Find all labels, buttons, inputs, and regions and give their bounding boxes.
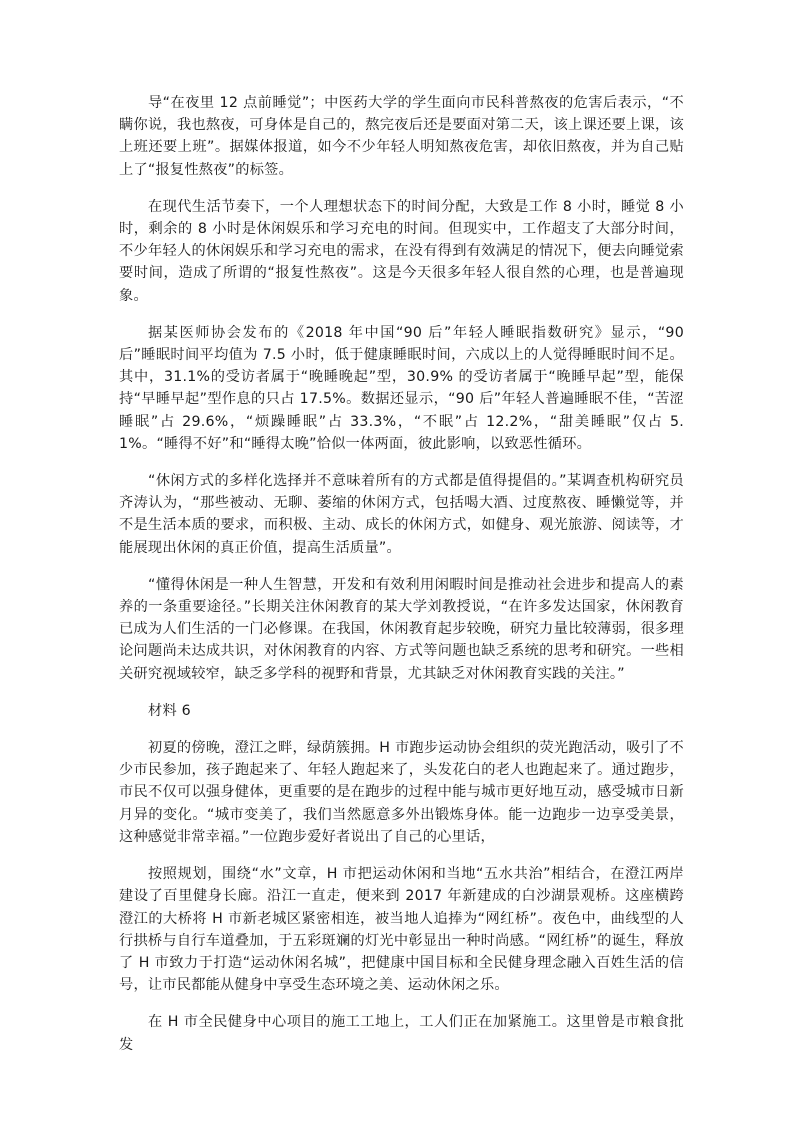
paragraph-fluorescent-run: 初夏的傍晚，澄江之畔，绿荫簇拥。H 市跑步运动协会组织的荧光跑活动，吸引了不少市民参加，孩子跑起来了、年轻人跑起来了，头发花白的老人也跑起来了。通过跑步，市民不仅可以强身健体，更重要的是在跑步的过程中能与城市更好地互动，感受城市日新月异的变化。“城市变美了，我们当然愿意多外出锻炼身体。能一边跑步一边享受美景，这种感觉非常幸福。”一位跑步爱好者说出了自己的心里话， <box>119 740 684 845</box>
paragraph-staying-up-late-intro: 导“在夜里 12 点前睡觉”；中医药大学的学生面向市民科普熬夜的危害后表示，“不瞒你说，我也熬夜，可身体是自己的，熬完夜后还是要面对第二天，该上课还要上课，该上班还要上班”。据媒体报道，如今不少年轻人明知熬夜危害，却依旧熬夜，并为自己贴上了“报复性熬夜”的标签。 <box>119 95 684 178</box>
paragraph-leisure-education-quote: “懂得休闲是一种人生智慧，开发和有效利用闲暇时间是推动社会进步和提高人的素养的一条重要途径。”长期关注休闲教育的某大学刘教授说，“在许多发达国家，休闲教育已成为人们生活的一门必修课。在我国，休闲教育起步较晚，研究力量比较薄弱，很多理论问题尚未达成共识，对休闲教育的内容、方式等问题也缺乏系统的思考和研究。一些相关研究视域较窄，缺乏多学科的视野和背景，尤其缺乏对休闲教育实践的关注。” <box>119 576 684 682</box>
paragraph-leisure-researcher-quote: “休闲方式的多样化选择并不意味着所有的方式都是值得提倡的。”某调查机构研究员齐涛认为，“那些被动、无聊、萎缩的休闲方式，包括喝大酒、过度熬夜、睡懒觉等，并不是生活本质的要求，而积极、主动、成长的休闲方式，如健身、观光旅游、阅读等，才能展现出休闲的真正价值，提高生活质量”。 <box>119 473 684 556</box>
paragraph-fitness-center-construction: 在 H 市全民健身中心项目的施工工地上，工人们正在加紧施工。这里曾是市粮食批发 <box>119 1014 684 1053</box>
paragraph-fitness-corridor: 按照规划，围绕“水”文章，H 市把运动休闲和当地“五水共治”相结合，在澄江两岸建设了百里健身长廊。沿江一直走，便来到 2017 年新建成的白沙湖景观桥。这座横跨澄江的大桥将 H 市新老城区紧密相连，被当地人追捧为“网红桥”。夜色中，曲线型的人行拱桥与自行车道叠加，于五彩斑斓的灯光中彰显出一种时尚感。“网红桥”的诞生，释放了 H 市致力于打造“运动休闲名城”，把健康中国目标和全民健身理念融入百姓生活的信号，让市民都能从健身中享受生态环境之美、运动休闲之乐。 <box>119 866 684 994</box>
paragraph-time-allocation: 在现代生活节奏下，一个人理想状态下的时间分配，大致是工作 8 小时，睡觉 8 小时，剩余的 8 小时是休闲娱乐和学习充电的时间。但现实中，工作超支了大部分时间，不少年轻人的休闲娱乐和学习充电的需求，在没有得到有效满足的情况下，便去向睡觉索要时间，造成了所谓的“报复性熬夜”。这是今天很多年轻人很自然的心理，也是普遍现象。 <box>119 198 684 304</box>
material-6-heading: 材料 6 <box>148 702 191 719</box>
document-body <box>119 92 684 1056</box>
paragraph-sleep-index-report: 据某医师协会发布的《2018 年中国“90 后”年轻人睡眠指数研究》显示，“90 后”睡眠时间平均值为 7.5 小时，低于健康睡眠时间，六成以上的人觉得睡眠时间不足。其中，31.1%的受访者属于“晚睡晚起”型，30.9% 的受访者属于“晚睡早起”型，能保持“早睡早起”型作息的只占 17.5%。数据还显示，“90 后”年轻人普遍睡眠不佳，“苦涩睡眠”占 29.6%，“烦躁睡眠”占 33.3%，“不眠”占 12.2%，“甜美睡眠”仅占 5.1%。“睡得不好”和“睡得太晚”恰似一体两面，彼此影响，以致恶性循环。 <box>119 324 684 452</box>
